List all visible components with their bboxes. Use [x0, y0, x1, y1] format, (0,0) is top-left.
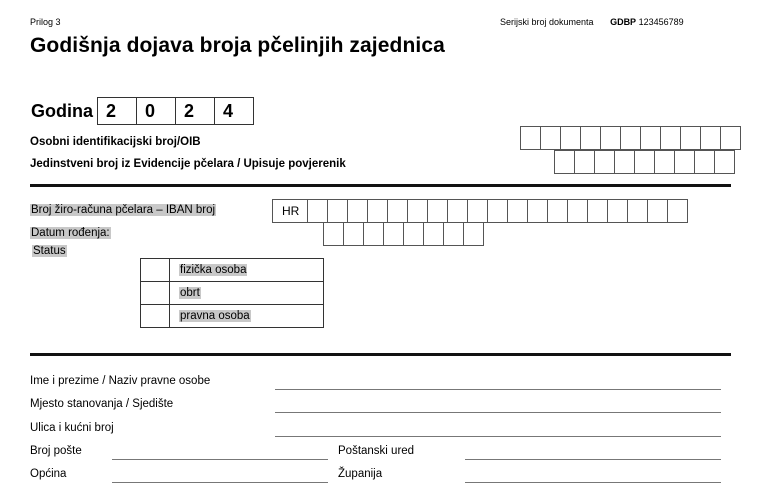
year-digit-box[interactable]: 2	[97, 97, 137, 125]
status-checkbox-fizicka-osoba[interactable]	[141, 259, 170, 282]
iban-digit-box[interactable]	[627, 199, 648, 223]
iban-label: Broj žiro-računa pčelara – IBAN broj	[31, 204, 216, 216]
year-boxes	[98, 97, 254, 125]
date-digit-box[interactable]	[363, 222, 384, 246]
unique-number-label: Jedinstveni broj iz Evidencije pčelara / Upisuje povjerenik	[30, 158, 346, 170]
oib-digit-box[interactable]	[620, 126, 641, 150]
serial-value: 123456789	[638, 17, 684, 27]
post-office-input-line[interactable]	[465, 459, 721, 460]
attachment-label: Prilog 3	[30, 17, 61, 27]
iban-digit-box[interactable]	[587, 199, 608, 223]
iban-digit-box[interactable]	[427, 199, 448, 223]
iban-digit-box[interactable]	[307, 199, 328, 223]
year-digit-box[interactable]: 2	[175, 97, 215, 125]
oib-digit-box[interactable]	[640, 126, 661, 150]
status-option-row	[141, 259, 324, 282]
residence-input-line[interactable]	[275, 412, 721, 413]
iban-digit-box[interactable]	[507, 199, 528, 223]
oib-digit-box[interactable]	[540, 126, 561, 150]
post-office-label: Poštanski ured	[338, 445, 415, 457]
status-option-row	[141, 282, 324, 305]
date-of-birth-label: Datum rođenja:	[31, 227, 110, 239]
name-label: Ime i prezime / Naziv pravne osobe	[30, 375, 211, 387]
date-digit-box[interactable]	[323, 222, 344, 246]
date-of-birth-input-grid	[324, 222, 484, 246]
unique-number-digit-box[interactable]	[634, 150, 655, 174]
iban-digit-box[interactable]	[547, 199, 568, 223]
oib-digit-box[interactable]	[700, 126, 721, 150]
iban-digit-box[interactable]	[467, 199, 488, 223]
oib-digit-box[interactable]	[600, 126, 621, 150]
iban-digit-box[interactable]	[667, 199, 688, 223]
county-label: Županija	[338, 468, 383, 480]
unique-number-digit-box[interactable]	[654, 150, 675, 174]
date-digit-box[interactable]	[423, 222, 444, 246]
section-divider	[30, 353, 731, 356]
iban-digit-box[interactable]	[647, 199, 668, 223]
status-option-label: pravna osoba	[170, 305, 324, 328]
oib-label: Osobni identifikacijski broj/OIB	[30, 136, 201, 148]
date-digit-box[interactable]	[343, 222, 364, 246]
iban-digit-box[interactable]	[607, 199, 628, 223]
date-digit-box[interactable]	[383, 222, 404, 246]
serial-label: Serijski broj dokumenta	[500, 17, 594, 27]
date-digit-box[interactable]	[403, 222, 424, 246]
year-digit-box[interactable]: 0	[136, 97, 176, 125]
unique-number-digit-box[interactable]	[674, 150, 695, 174]
oib-digit-box[interactable]	[560, 126, 581, 150]
oib-digit-box[interactable]	[520, 126, 541, 150]
status-checkbox-obrt[interactable]	[141, 282, 170, 305]
oib-digit-box[interactable]	[720, 126, 741, 150]
municipality-label: Općina	[30, 468, 67, 480]
section-divider	[30, 184, 731, 187]
street-label: Ulica i kućni broj	[30, 422, 114, 434]
iban-digit-box[interactable]	[567, 199, 588, 223]
status-checkbox-pravna-osoba[interactable]	[141, 305, 170, 328]
iban-digit-box[interactable]	[387, 199, 408, 223]
date-digit-box[interactable]	[463, 222, 484, 246]
iban-digit-box[interactable]	[407, 199, 428, 223]
oib-input-grid	[521, 126, 741, 150]
unique-number-digit-box[interactable]	[574, 150, 595, 174]
status-label: Status	[33, 245, 66, 257]
iban-input-grid	[273, 199, 688, 223]
year-digit-box[interactable]: 4	[214, 97, 254, 125]
residence-label: Mjesto stanovanja / Sjedište	[30, 398, 174, 410]
status-option-label: fizička osoba	[170, 259, 324, 282]
unique-number-digit-box[interactable]	[694, 150, 715, 174]
year-label: Godina	[31, 101, 93, 121]
iban-country-prefix: HR	[272, 199, 308, 223]
unique-number-digit-box[interactable]	[714, 150, 735, 174]
unique-number-input-grid	[555, 150, 735, 174]
unique-number-digit-box[interactable]	[594, 150, 615, 174]
unique-number-digit-box[interactable]	[554, 150, 575, 174]
status-option-row	[141, 305, 324, 328]
oib-digit-box[interactable]	[660, 126, 681, 150]
postcode-input-line[interactable]	[112, 459, 328, 460]
date-digit-box[interactable]	[443, 222, 464, 246]
street-input-line[interactable]	[275, 436, 721, 437]
serial-code: GDBP	[610, 17, 637, 27]
iban-digit-box[interactable]	[347, 199, 368, 223]
status-option-label: obrt	[170, 282, 324, 305]
iban-digit-box[interactable]	[367, 199, 388, 223]
serial-number	[500, 17, 684, 27]
postcode-label: Broj pošte	[30, 445, 82, 457]
name-input-line[interactable]	[275, 389, 721, 390]
unique-number-digit-box[interactable]	[614, 150, 635, 174]
status-options-table	[140, 258, 324, 328]
oib-digit-box[interactable]	[580, 126, 601, 150]
iban-digit-box[interactable]	[447, 199, 468, 223]
oib-digit-box[interactable]	[680, 126, 701, 150]
iban-digit-box[interactable]	[327, 199, 348, 223]
iban-digit-box[interactable]	[527, 199, 548, 223]
page-title: Godišnja dojava broja pčelinjih zajednica	[30, 34, 445, 57]
iban-digit-box[interactable]	[487, 199, 508, 223]
